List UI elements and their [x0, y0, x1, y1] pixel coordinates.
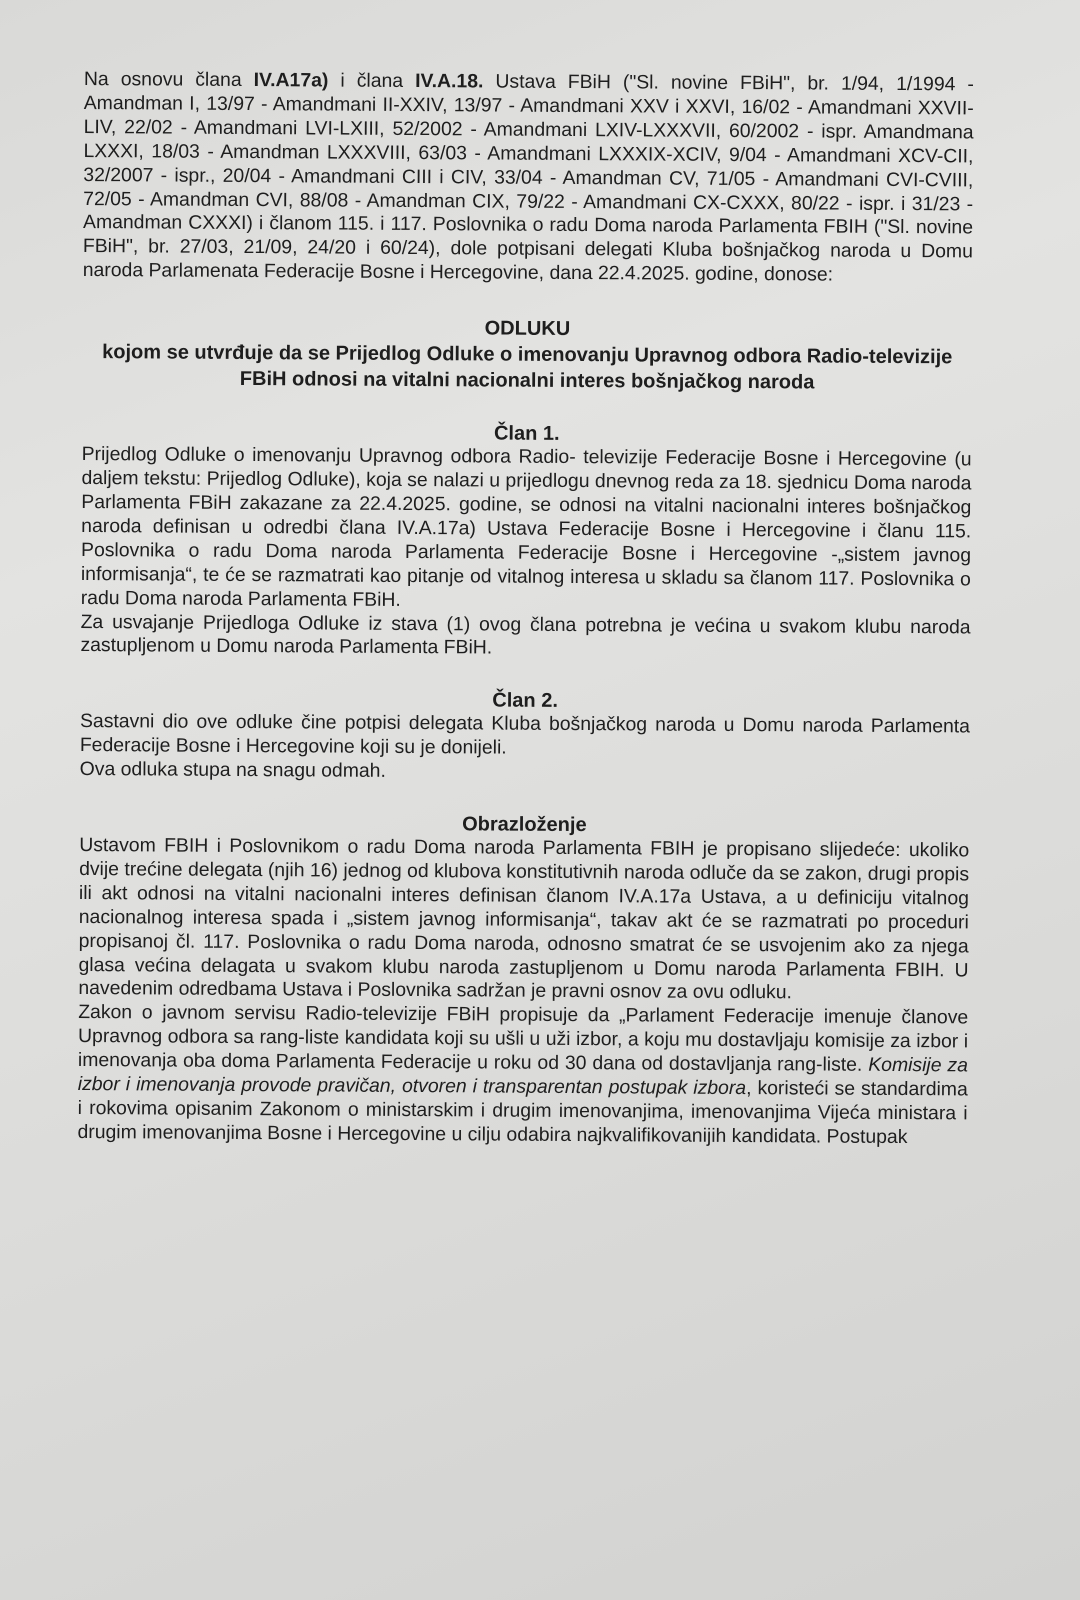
article-1-paragraph-1: Prijedlog Odluke o imenovanju Upravnog odbora Radio- televizije Federacije Bosne i Hercegovine (u daljem tekstu: Prijedlog Odluke), koja se nalazi u prijedlogu dnevnog reda za 18. sjednicu Doma naroda Parlamenta FBiH zakazane za 22.4.2025. godine, se odnosi na vitalni nacionalni interes bošnjačkog naroda definisan u odredbi člana IV.A.17a) Ustava Federacije Bosne i Hercegovine i članu 115. Poslovnika o radu Doma naroda Parlamenta Federacije Bosne i Hercegovine -„sistem javnog informisanja“, te će se razmatrati kao pitanje od vitalnog interesa u skladu sa članom 117. Poslovnika o radu Doma naroda Parlamenta FBiH. — [80, 443, 972, 611]
document-page — [77, 68, 974, 1150]
article-2-paragraph-2: Ova odluka stupa na snagu odmah. — [79, 758, 386, 782]
explanation-paragraph-1: Ustavom FBIH i Poslovnikom o radu Doma naroda Parlamenta FBIH je propisano slijedeće: ukoliko dvije trećine delegata (njih 16) jednog od klubova konstitutivnih naroda odluče da se zakon, drugi propis ili akt odnosi na vitalni nacionalni interes definisan članom IV.A.17a Ustava, a u definiciju vitalnog nacionalnog interesa spada i „sistem javnog informisanja“, takav akt će se razmatrati po proceduri propisanoj čl. 117. Poslovnika o radu Doma naroda, odnosno smatrat će se usvojenim ako za njega glasa većina delagata u svakom klubu naroda zastupljenom u Domu naroda Parlamenta FBIH. U navedenim odredbama Ustava i Poslovnika sadržan je pravni osnov za ovu odluku. — [78, 834, 970, 1004]
article-2-paragraph-1: Sastavni dio ove odluke čine potpisi delegata Kluba bošnjačkog naroda u Domu naroda Parlamenta Federacije Bosne i Hercegovine koji su je donijeli. — [79, 710, 971, 759]
article-reference: IV.A.18. — [415, 70, 484, 93]
explanation-paragraph-2: Zakon o javnom servisu Radio-televizije FBiH propisuje da „Parlament Federacije imenuje članove Upravnog odbora sa rang-liste kandidata koji su ušli u uži izbor, a koju mu dostavljaju komisije za izbor i imenovanja oba doma Parlamenta Federacije u roku od 30 dana od dostavljanja rang-liste. Komisije za izbor i imenovanja provode pravičan, otvoren i transparentan postupak izbora, koristeći se standardima i rokovima opisanim Zakonom o ministarskim i drugim imenovanjima, imenovanjima Vijeća ministara i drugim imenovanjima Bosne i Hercegovine u cilju odabira najkvalifikovanijih kandidata. Postupak — [77, 1001, 969, 1148]
article-reference: IV.A17a) — [253, 69, 329, 92]
article-1-heading: Član 1. — [493, 422, 560, 446]
explanation-heading: Obrazloženje — [462, 813, 587, 837]
preamble-paragraph: Na osnovu člana IV.A17a) i člana IV.A.18. Ustava FBiH ("Sl. novine FBiH", br. 1/94, 1/1994 - Amandman I, 13/97 - Amandmani II-XXIV, 13/97 - Amandmani XXV i XXVI, 16/02 - Amandmani XXVII-LIV, 22/02 - Amandmani LVI-LXIII, 52/2002 - Amandmani LXIV-LXXXVII, 60/2002 - ispr. Amandmana LXXXI, 18/03 - Amandman LXXXVIII, 63/03 - Amandmani LXXXIX-XCIV, 9/04 - Amandmani XCV-CII, 32/2007 - ispr., 20/04 - Amandmani CIII i CIV, 33/04 - Amandman CV, 71/05 - Amandmani CVI-CVIII, 72/05 - Amandman CVI, 88/08 - Amandman CIX, 79/22 - Amandmani CX-CXXX, 80/22 - ispr. i 31/23 - Amandman CXXXI) i članom 115. i 117. Poslovnika o radu Doma naroda Parlamenta FBIH ("Sl. novine FBiH", br. 27/03, 21/09, 24/20 i 60/24), dole potpisani delegati Kluba bošnjačkog naroda u Domu naroda Parlamenata Federacije Bosne i Hercegovine, dana 22.4.2025. godine, donose: — [82, 68, 974, 286]
decision-subtitle: kojom se utvrđuje da se Prijedlog Odluke o imenovanju Upravnog odbora Radio-televizije FBiH odnosi na vitalni nacionalni interes bošnjačkog naroda — [102, 341, 953, 394]
article-1-paragraph-2: Za usvajanje Prijedloga Odluke iz stava (1) ovog člana potrebna je većina u svakom klubu naroda zastupljenom u Domu naroda Parlamenta FBiH. — [80, 610, 971, 659]
article-2-heading: Član 2. — [492, 689, 558, 713]
decision-heading: ODLUKU — [484, 317, 571, 341]
decision-title-block — [82, 313, 972, 396]
italic-quote: Komisije za izbor i imenovanja provode pravičan, otvoren i transparentan postupak izbora — [77, 1053, 968, 1100]
